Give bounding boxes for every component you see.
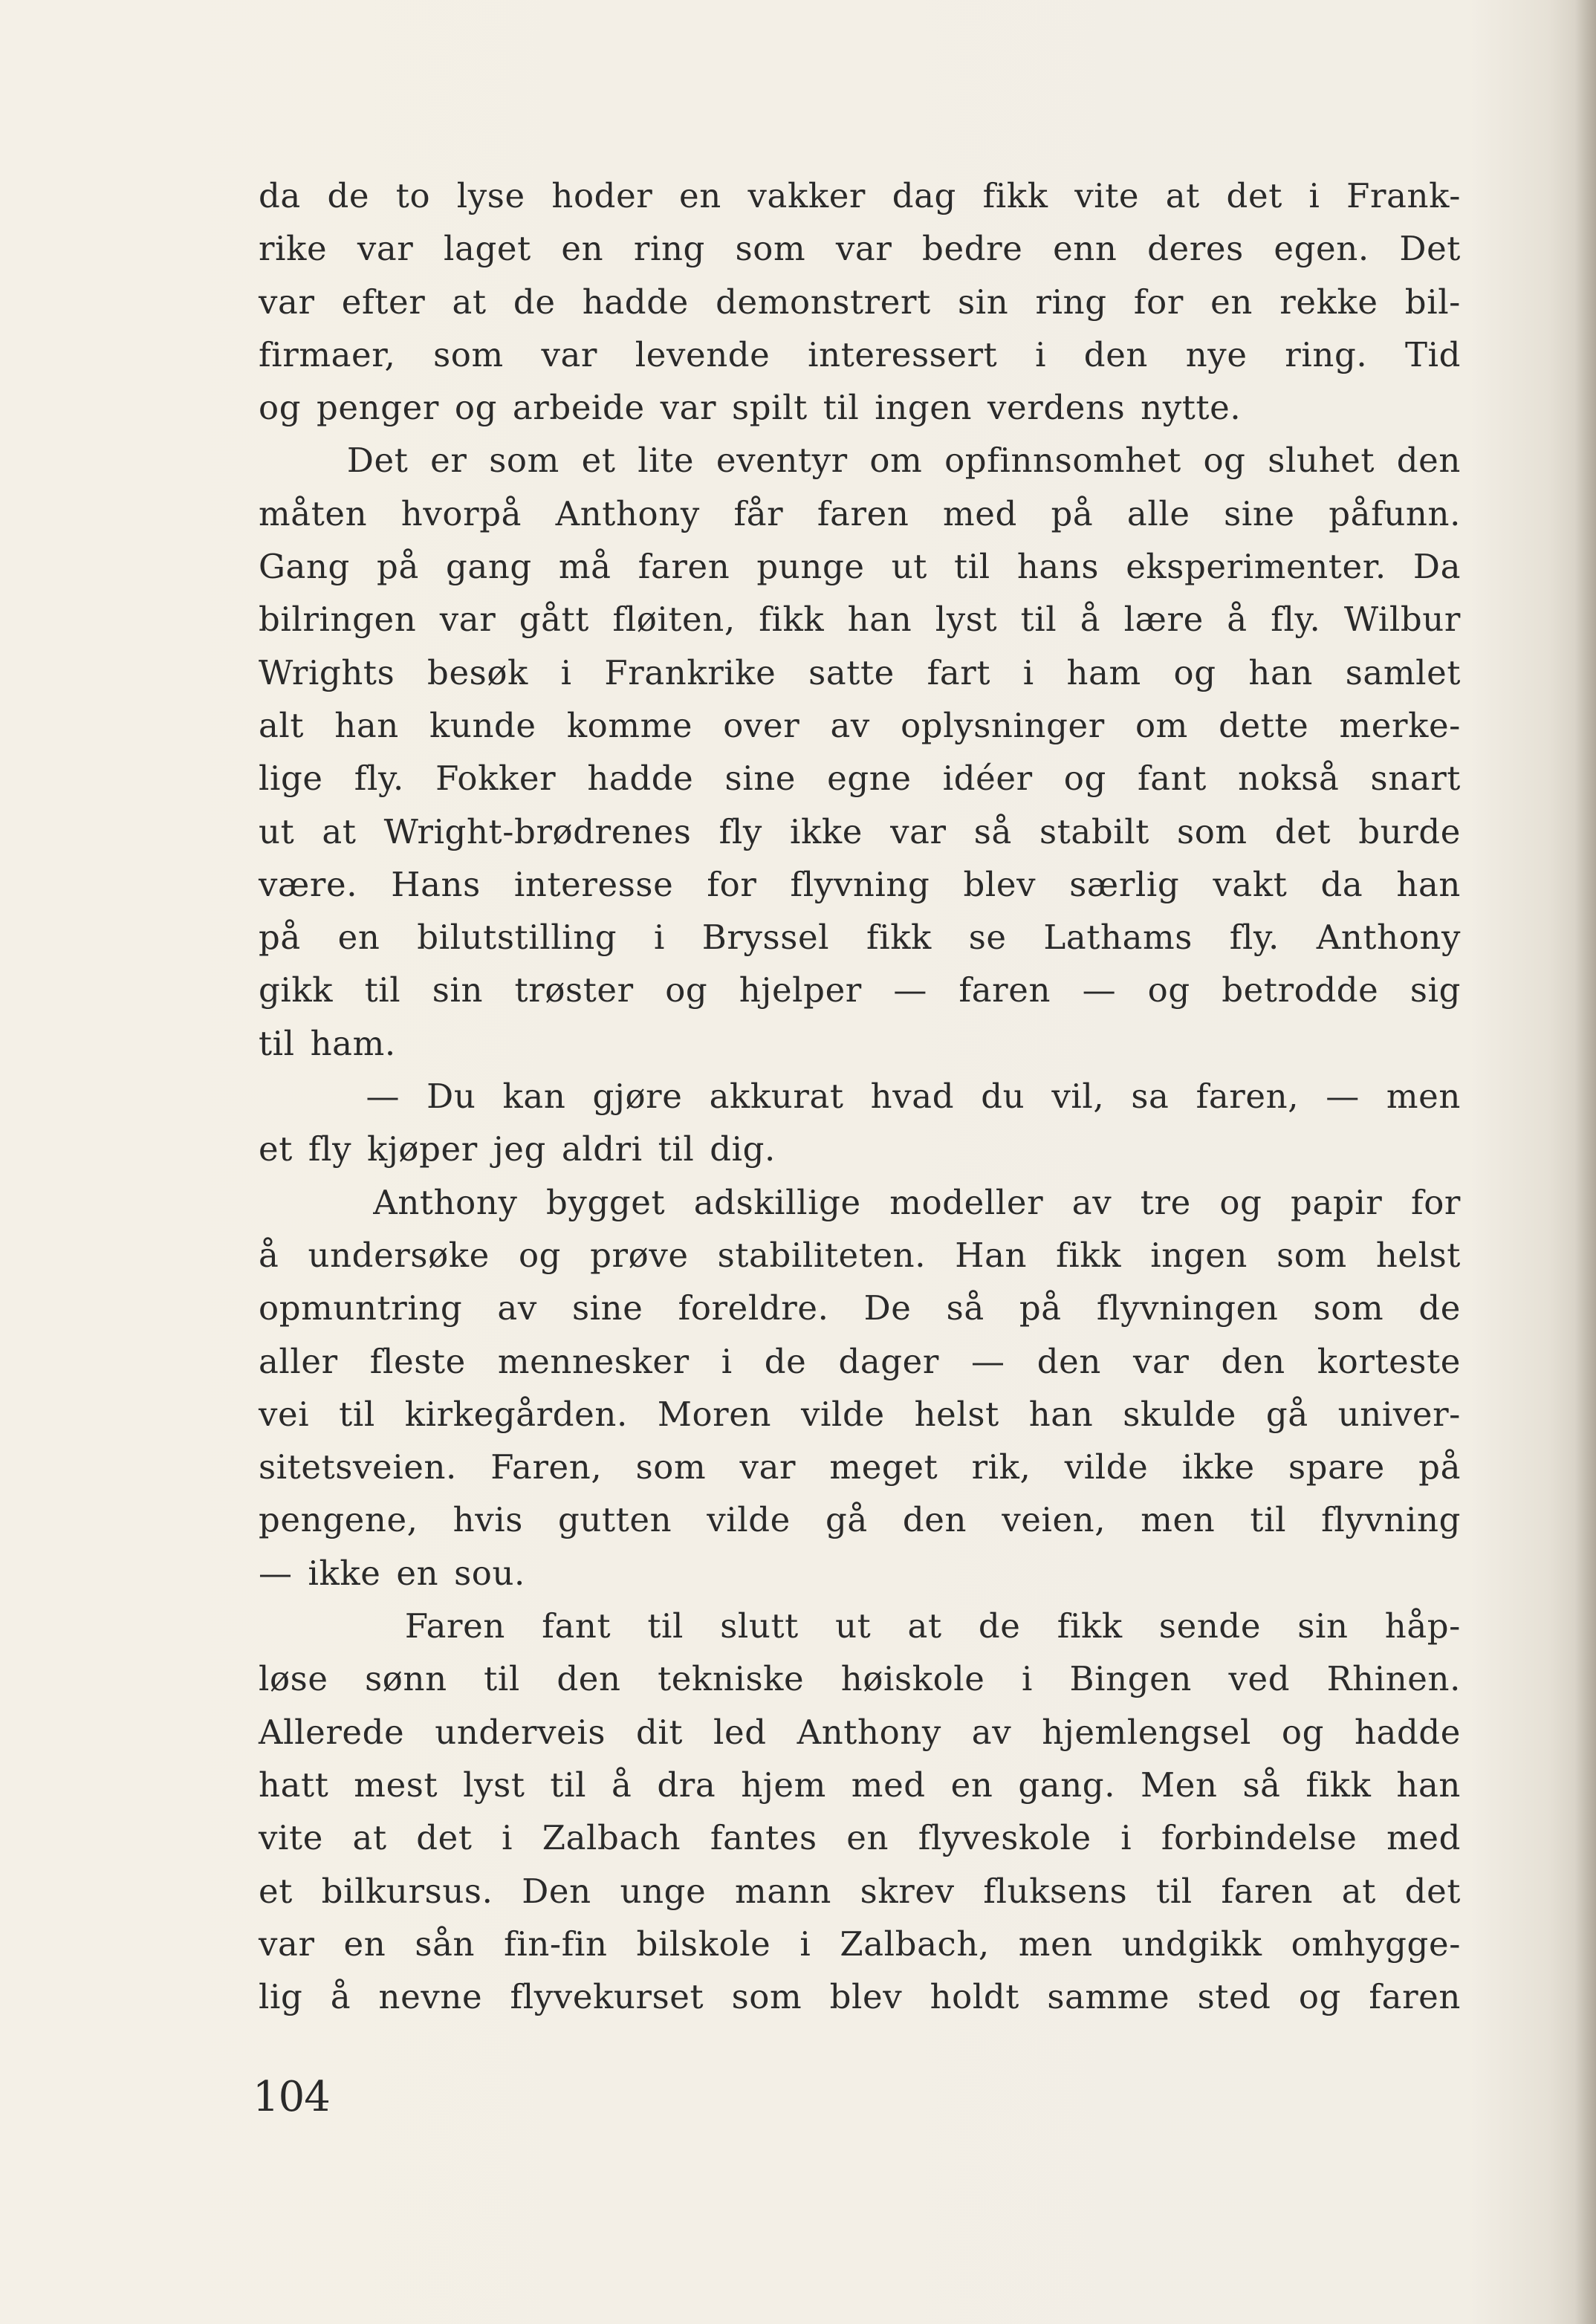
text-line: — Du kan gjøre akkurat hvad du vil, sa faren, — men	[259, 1077, 1461, 1117]
text-line: Faren fant til slutt ut at de fikk sende sin håp-	[259, 1606, 1461, 1646]
text-line: bilringen var gått fløiten, fikk han lyst til å lære å fly. Wilbur	[259, 600, 1461, 640]
text-line: vite at det i Zalbach fantes en flyveskole i forbindelse med	[259, 1818, 1461, 1858]
text-line: lig å nevne flyvekurset som blev holdt samme sted og faren	[259, 1977, 1461, 2017]
text-line: være. Hans interesse for flyvning blev særlig vakt da han	[259, 864, 1461, 904]
text-line: pengene, hvis gutten vilde gå den veien, men til flyvning	[259, 1500, 1461, 1540]
text-line: løse sønn til den tekniske høiskole i Bingen ved Rhinen.	[259, 1659, 1461, 1699]
text-line: rike var laget en ring som var bedre enn deres egen. Det	[259, 229, 1461, 269]
text-line: alt han kunde komme over av oplysninger om dette merke-	[259, 705, 1461, 745]
text-line: sitetsveien. Faren, som var meget rik, vilde ikke spare på	[259, 1447, 1461, 1487]
text-line: et fly kjøper jeg aldri til dig.	[259, 1129, 776, 1169]
text-line: måten hvorpå Anthony får faren med på alle sine påfunn.	[259, 493, 1461, 533]
text-line: å undersøke og prøve stabiliteten. Han fikk ingen som helst	[259, 1235, 1461, 1275]
text-line: hatt mest lyst til å dra hjem med en gang. Men så fikk han	[259, 1765, 1461, 1805]
page-edge-shadow	[1575, 0, 1596, 2324]
text-line: vei til kirkegården. Moren vilde helst han skulde gå univer-	[259, 1394, 1461, 1434]
text-line: lige fly. Fokker hadde sine egne idéer og fant nokså snart	[259, 759, 1461, 799]
text-line: var en sån fin-fin bilskole i Zalbach, men undgikk omhygge-	[259, 1924, 1461, 1964]
text-line: opmuntring av sine foreldre. De så på flyvningen som de	[259, 1288, 1461, 1328]
text-line: på en bilutstilling i Bryssel fikk se Lathams fly. Anthony	[259, 918, 1461, 958]
text-line: og penger og arbeide var spilt til ingen verdens nytte.	[259, 388, 1242, 428]
text-line: Wrights besøk i Frankrike satte fart i ham og han samlet	[259, 652, 1461, 692]
body-text	[259, 169, 1461, 2023]
text-line: Gang på gang må faren punge ut til hans eksperimenter. Da	[259, 547, 1461, 587]
text-line: Allerede underveis dit led Anthony av hjemlengsel og hadde	[259, 1712, 1461, 1752]
text-line: aller fleste mennesker i de dager — den var den korteste	[259, 1341, 1461, 1381]
text-line: til ham.	[259, 1023, 396, 1063]
text-line: et bilkursus. Den unge mann skrev fluksens til faren at det	[259, 1871, 1461, 1911]
text-line: var efter at de hadde demonstrert sin ring for en rekke bil-	[259, 282, 1461, 322]
text-line: — ikke en sou.	[259, 1553, 525, 1593]
text-line: gikk til sin trøster og hjelper — faren — og betrodde sig	[259, 970, 1461, 1010]
text-line: Det er som et lite eventyr om opfinnsomhet og sluhet den	[259, 441, 1461, 481]
page-number: 104	[253, 2073, 330, 2121]
text-line: firmaer, som var levende interessert i den nye ring. Tid	[259, 334, 1461, 374]
text-line: da de to lyse hoder en vakker dag fikk vite at det i Frank-	[259, 176, 1461, 215]
text-line: Anthony bygget adskillige modeller av tre og papir for	[259, 1182, 1461, 1222]
text-line: ut at Wright-brødrenes fly ikke var så stabilt som det burde	[259, 811, 1461, 851]
